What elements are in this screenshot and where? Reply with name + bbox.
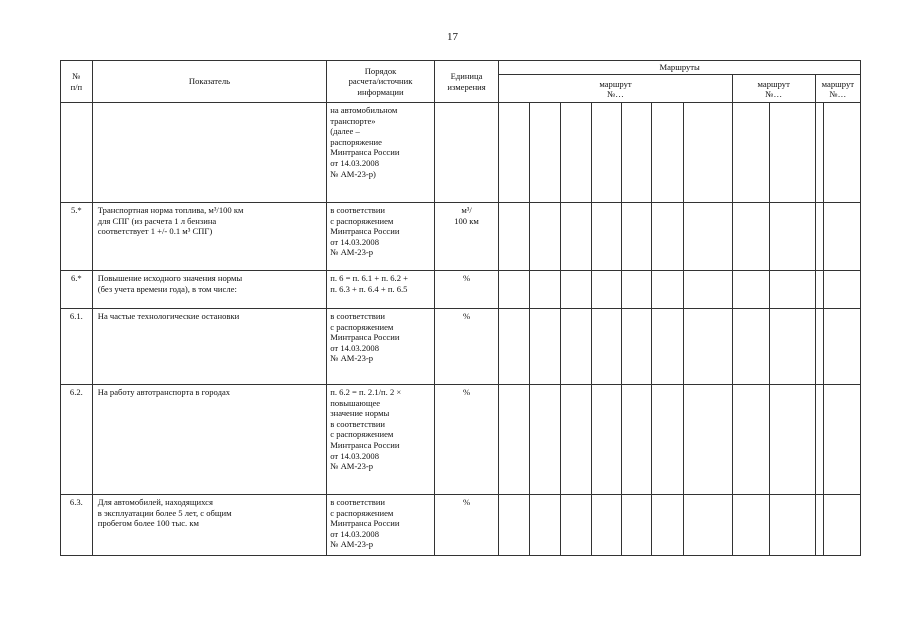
route-cell	[823, 103, 860, 203]
route-cell	[683, 203, 732, 271]
route-cell	[499, 103, 530, 203]
route-cell	[530, 103, 561, 203]
route-cell	[560, 495, 592, 556]
col-header-route-1: маршрут №…	[499, 75, 732, 103]
route-cell	[683, 309, 732, 385]
table-row	[61, 385, 861, 495]
route-cell	[823, 203, 860, 271]
col-header-unit: Единица измерения	[434, 61, 499, 103]
route-cell	[732, 385, 769, 495]
route-cell	[592, 309, 622, 385]
row-indicator: На частые технологические остановки	[92, 309, 327, 385]
row-indicator: На работу автотранспорта в городах	[92, 385, 327, 495]
route-cell	[499, 203, 530, 271]
route-cell	[815, 103, 823, 203]
route-cell	[622, 271, 652, 309]
route-cell	[560, 103, 592, 203]
route-cell	[823, 385, 860, 495]
route-cell	[732, 309, 769, 385]
route-cell	[651, 495, 683, 556]
route-cell	[560, 203, 592, 271]
table-row	[61, 309, 861, 385]
route-cell	[683, 495, 732, 556]
row-num: 6.3.	[61, 495, 93, 556]
row-indicator: Транспортная норма топлива, м³/100 км для СПГ (из расчета 1 л бензина соответствует 1 +/- 0.1 м³ СПГ)	[92, 203, 327, 271]
route-cell	[622, 203, 652, 271]
row-unit: м³/ 100 км	[434, 203, 499, 271]
route-cell	[530, 495, 561, 556]
col-header-route-3: маршрут №…	[815, 75, 860, 103]
row-order: п. 6.2 = п. 2.1/п. 2 × повышающее значение нормы в соответствии с распоряжением Минтранса России от 14.03.2008 № АМ-23-р	[327, 385, 435, 495]
row-indicator	[92, 103, 327, 203]
route-cell	[651, 309, 683, 385]
row-num	[61, 103, 93, 203]
row-order: в соответствии с распоряжением Минтранса России от 14.03.2008 № АМ-23-р	[327, 495, 435, 556]
row-unit: %	[434, 309, 499, 385]
col-header-order: Порядок расчета/источник информации	[327, 61, 435, 103]
route-cell	[499, 271, 530, 309]
route-cell	[530, 271, 561, 309]
route-cell	[560, 309, 592, 385]
route-cell	[815, 495, 823, 556]
route-cell	[560, 271, 592, 309]
route-cell	[815, 309, 823, 385]
route-cell	[530, 385, 561, 495]
row-unit: %	[434, 385, 499, 495]
row-order: п. 6 = п. 6.1 + п. 6.2 + п. 6.3 + п. 6.4 + п. 6.5	[327, 271, 435, 309]
row-unit	[434, 103, 499, 203]
route-cell	[622, 309, 652, 385]
route-cell	[530, 309, 561, 385]
row-unit: %	[434, 495, 499, 556]
route-cell	[560, 385, 592, 495]
route-cell	[769, 385, 815, 495]
row-indicator: Повышение исходного значения нормы (без учета времени года), в том числе:	[92, 271, 327, 309]
route-cell	[499, 385, 530, 495]
route-cell	[815, 271, 823, 309]
route-cell	[499, 309, 530, 385]
col-header-num: № п/п	[61, 61, 93, 103]
route-cell	[622, 385, 652, 495]
route-cell	[732, 203, 769, 271]
route-cell	[769, 271, 815, 309]
route-cell	[592, 203, 622, 271]
route-cell	[592, 103, 622, 203]
route-cell	[769, 495, 815, 556]
col-header-routes: Маршруты	[499, 61, 861, 75]
route-cell	[592, 495, 622, 556]
route-cell	[769, 309, 815, 385]
route-cell	[732, 271, 769, 309]
row-num: 6.2.	[61, 385, 93, 495]
route-cell	[651, 203, 683, 271]
route-cell	[683, 385, 732, 495]
route-cell	[651, 271, 683, 309]
route-cell	[530, 203, 561, 271]
route-cell	[732, 495, 769, 556]
table-row	[61, 103, 861, 203]
route-cell	[592, 385, 622, 495]
route-cell	[769, 103, 815, 203]
row-order: на автомобильном транспорте» (далее – распоряжение Минтранса России от 14.03.2008 № АМ-23-р)	[327, 103, 435, 203]
route-cell	[622, 103, 652, 203]
route-cell	[769, 203, 815, 271]
table-row	[61, 271, 861, 309]
table-row	[61, 495, 861, 556]
row-num: 6.*	[61, 271, 93, 309]
route-cell	[815, 203, 823, 271]
route-cell	[823, 271, 860, 309]
route-cell	[651, 103, 683, 203]
route-cell	[823, 309, 860, 385]
row-indicator: Для автомобилей, находящихся в эксплуатации более 5 лет, с общим пробегом более 100 тыс. км	[92, 495, 327, 556]
route-cell	[499, 495, 530, 556]
route-cell	[815, 385, 823, 495]
row-num: 5.*	[61, 203, 93, 271]
route-cell	[651, 385, 683, 495]
route-cell	[622, 495, 652, 556]
col-header-route-2: маршрут №…	[732, 75, 815, 103]
route-cell	[823, 495, 860, 556]
route-cell	[732, 103, 769, 203]
table-row	[61, 203, 861, 271]
route-cell	[592, 271, 622, 309]
row-order: в соответствии с распоряжением Минтранса России от 14.03.2008 № АМ-23-р	[327, 309, 435, 385]
route-cell	[683, 103, 732, 203]
routes-table	[60, 60, 861, 556]
row-unit: %	[434, 271, 499, 309]
row-order: в соответствии с распоряжением Минтранса России от 14.03.2008 № АМ-23-р	[327, 203, 435, 271]
col-header-indicator: Показатель	[92, 61, 327, 103]
route-cell	[683, 271, 732, 309]
row-num: 6.1.	[61, 309, 93, 385]
page-number: 17	[447, 31, 458, 43]
